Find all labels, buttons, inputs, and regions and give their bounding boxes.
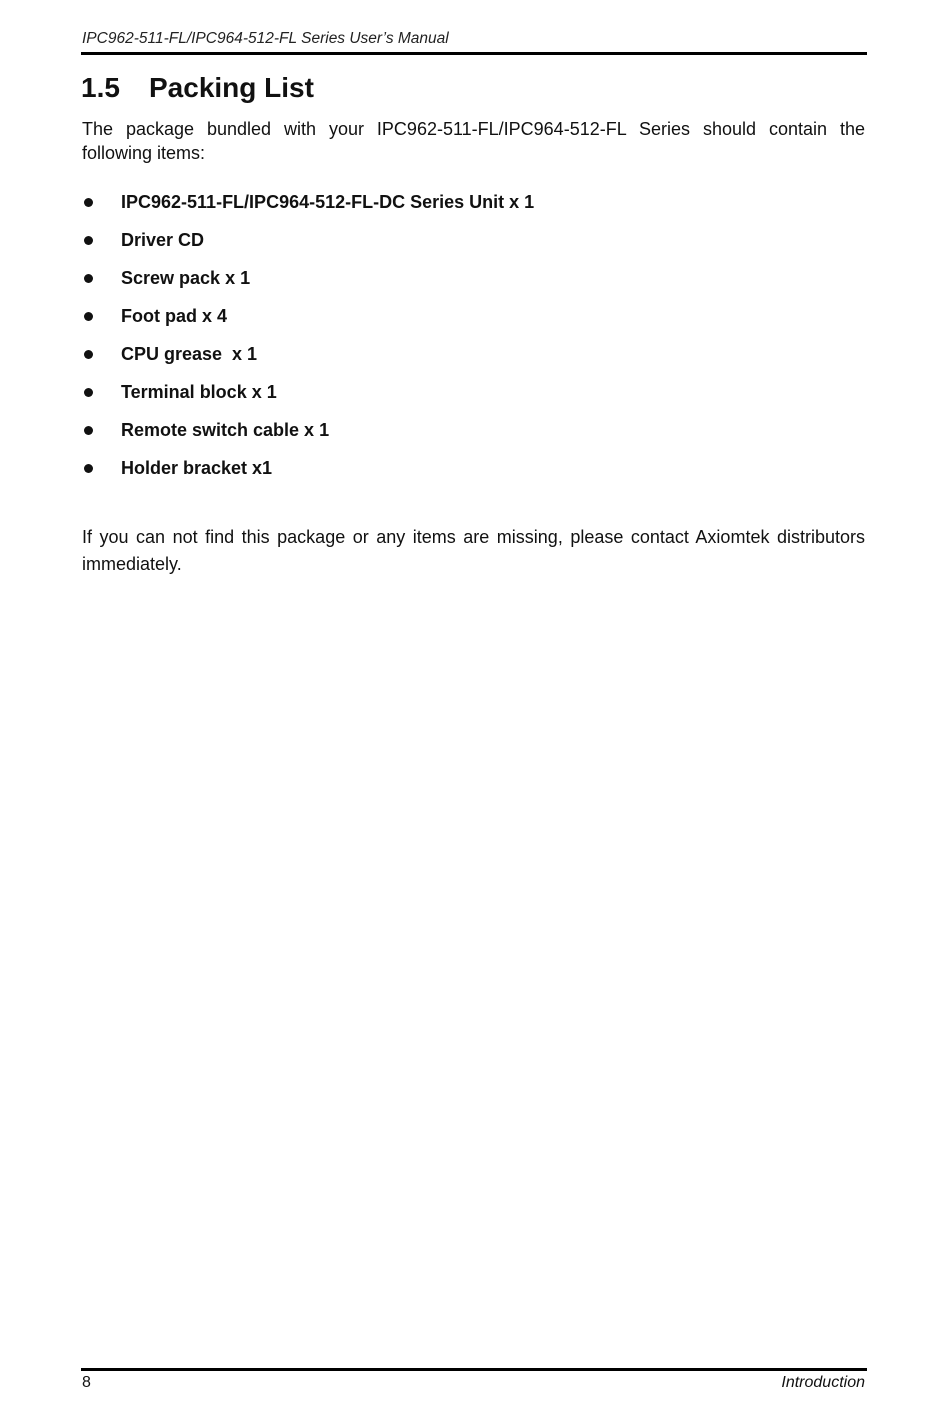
list-item — [82, 411, 534, 449]
list-item — [82, 297, 534, 335]
bullet-icon — [84, 312, 93, 321]
section-heading — [81, 72, 314, 104]
section-title: Packing List — [149, 72, 314, 103]
list-item — [82, 449, 534, 487]
list-item-label: Driver CD — [121, 229, 205, 250]
list-item-label: Remote switch cable x 1 — [121, 419, 330, 440]
bullet-icon — [84, 426, 93, 435]
list-item — [82, 183, 534, 221]
list-item-label: Terminal block x 1 — [121, 381, 277, 402]
running-header-title: IPC962-511-FL/IPC964-512-FL Series User’s Manual — [82, 30, 449, 47]
list-item — [82, 335, 534, 373]
section-number: 1.5 — [81, 72, 120, 103]
footer-rule — [81, 1368, 867, 1371]
list-item-label: CPU grease x 1 — [121, 343, 258, 364]
footer-section-name: Introduction — [781, 1374, 865, 1391]
packing-list — [82, 183, 534, 487]
bullet-icon — [84, 464, 93, 473]
list-item-label: IPC962-511-FL/IPC964-512-FL-DC Series Unit x 1 — [121, 191, 535, 212]
list-item — [82, 221, 534, 259]
list-item-label: Screw pack x 1 — [121, 267, 251, 288]
list-item-label: Foot pad x 4 — [121, 305, 228, 326]
bullet-icon — [84, 388, 93, 397]
bullet-icon — [84, 274, 93, 283]
bullet-icon — [84, 198, 93, 207]
list-item-label: Holder bracket x1 — [121, 457, 273, 478]
closing-paragraph: If you can not find this package or any items are missing, please contact Axiomtek distributors immediately. — [82, 527, 865, 574]
bullet-icon — [84, 236, 93, 245]
header-rule — [81, 52, 867, 55]
page-number: 8 — [82, 1374, 91, 1391]
list-item — [82, 259, 534, 297]
list-item — [82, 373, 534, 411]
bullet-icon — [84, 350, 93, 359]
intro-paragraph: The package bundled with your IPC962-511-FL/IPC964-512-FL Series should contain the following items: — [82, 119, 865, 163]
